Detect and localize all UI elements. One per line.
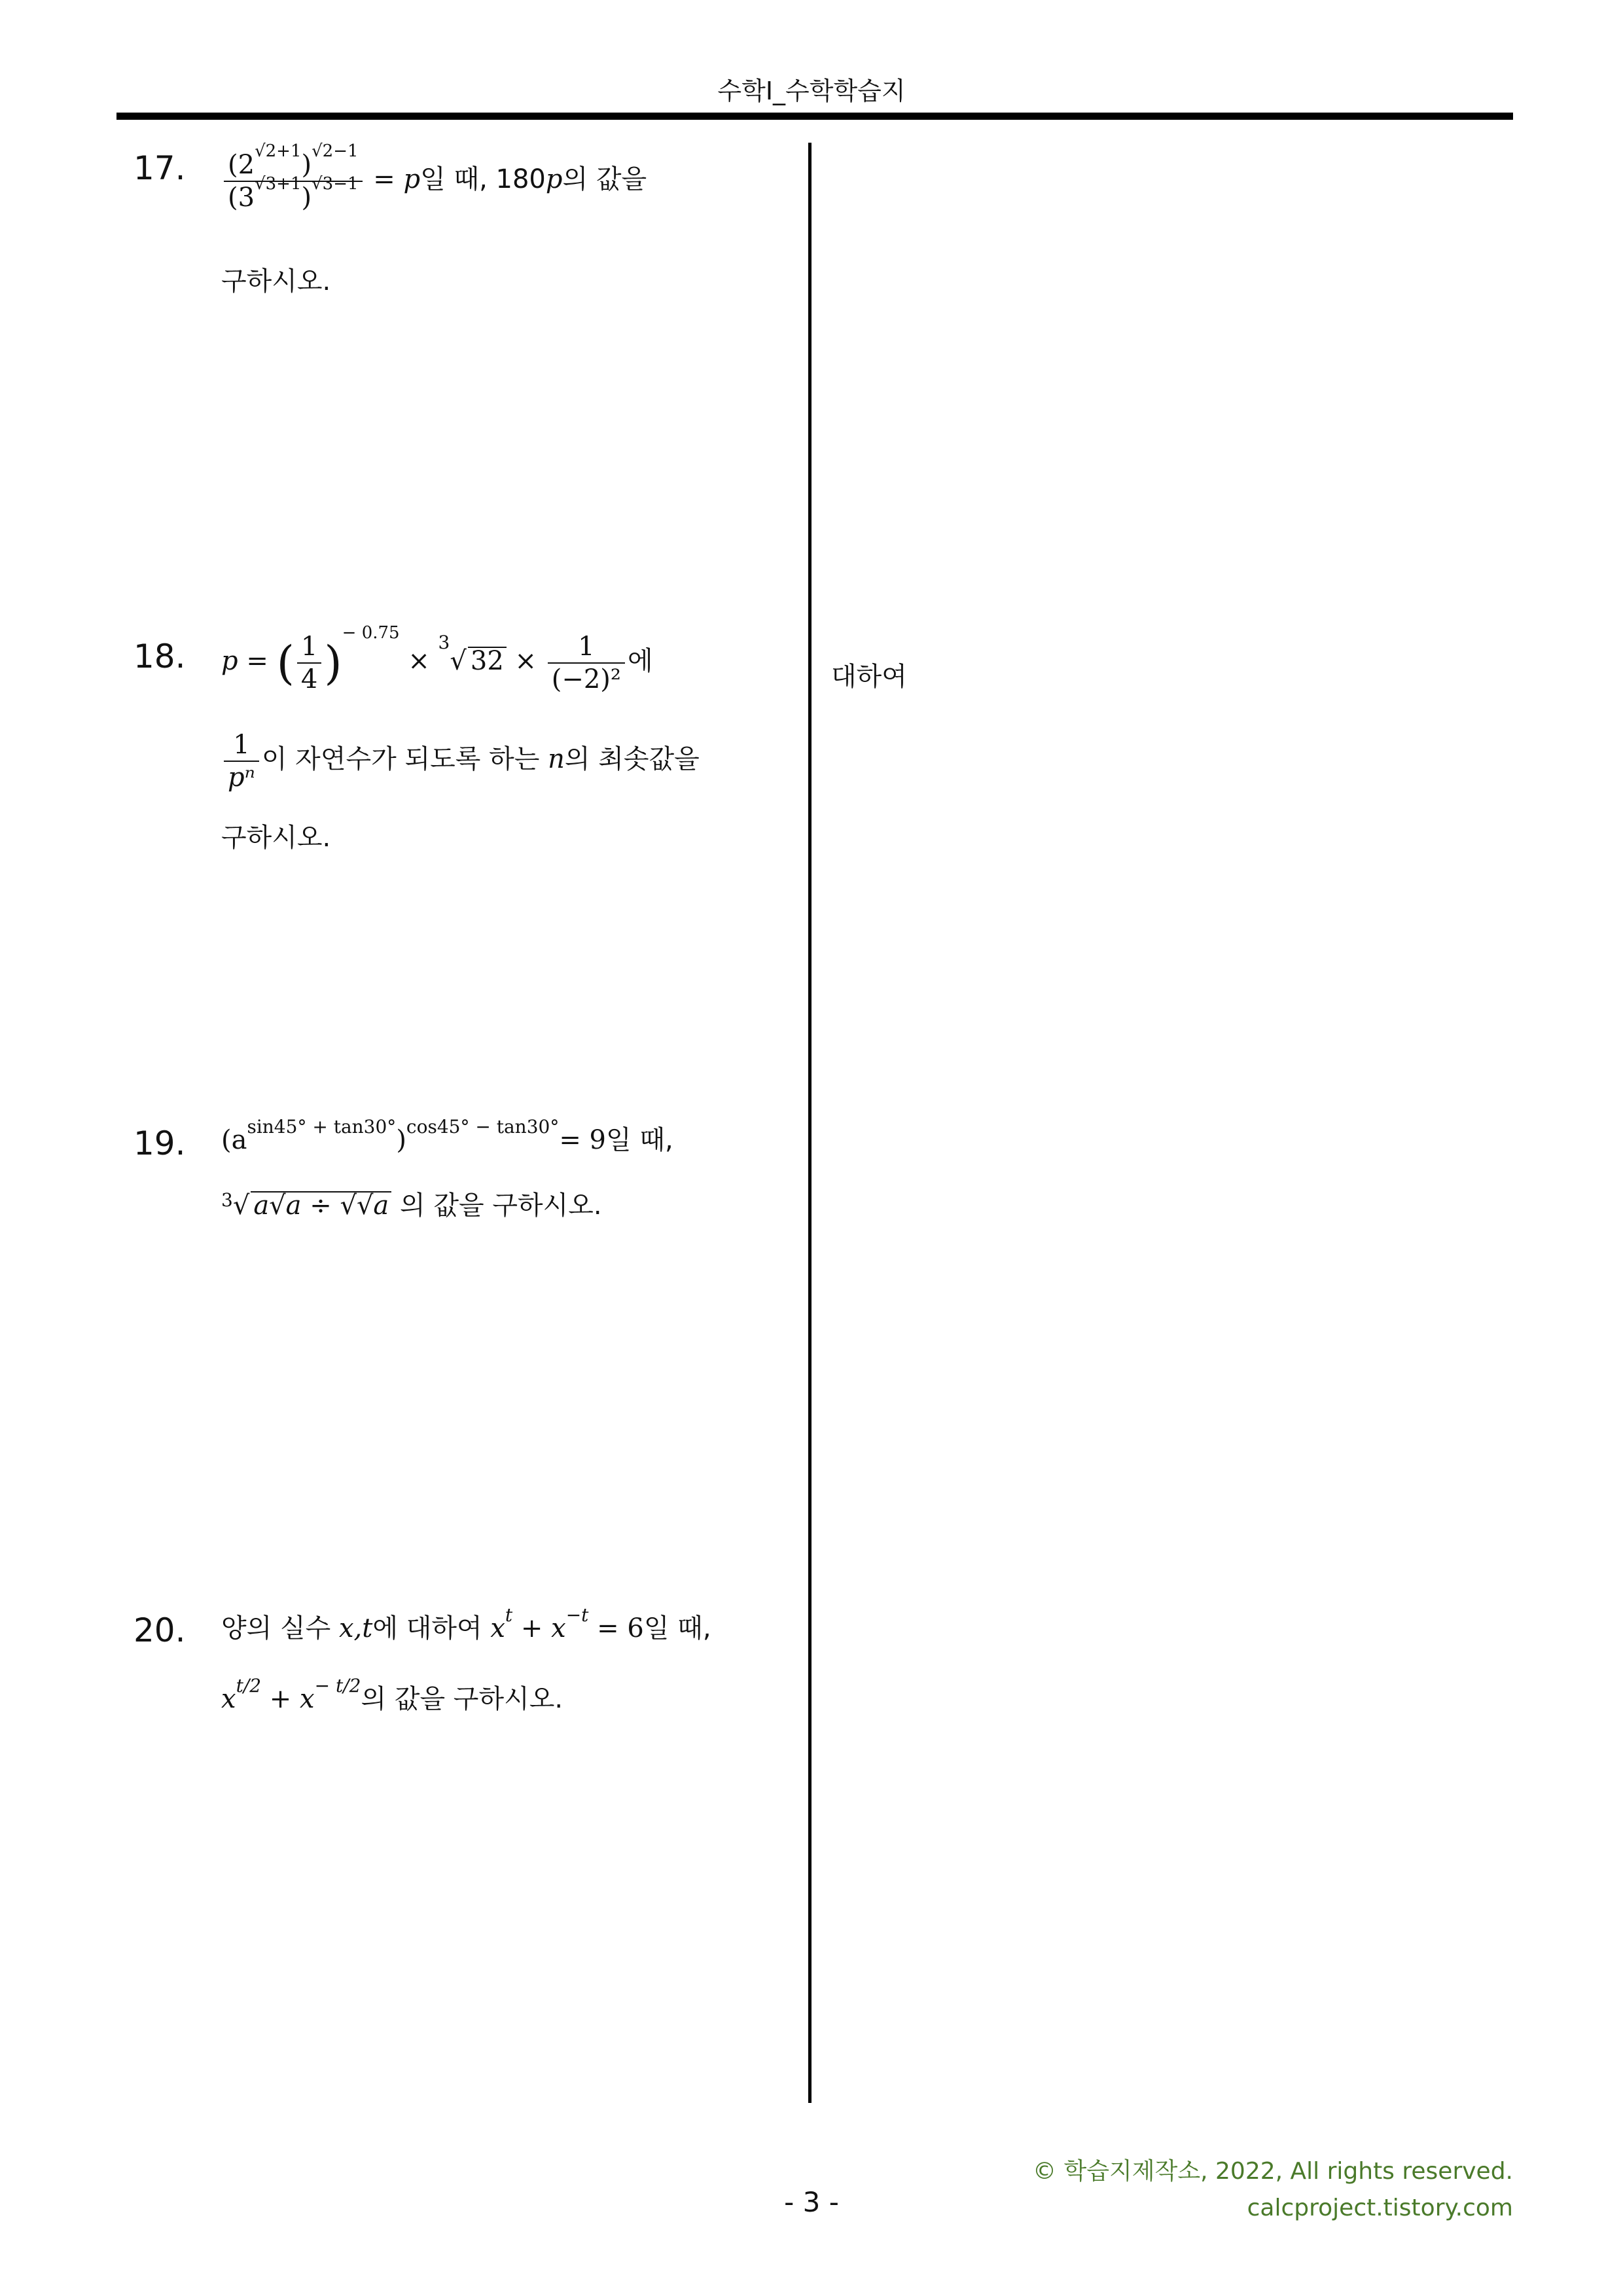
variable-p: p xyxy=(545,164,563,194)
radical-expression: a√a ÷ √√a xyxy=(251,1191,391,1219)
equals-p: = p xyxy=(373,164,421,194)
fraction-expression: $\frac{(2^{√2+1})^{√2-1}}{(3^{√3+1})^{√3-1}}$ xyxy=(224,152,363,211)
problem-text: 양의 실수 xyxy=(221,1613,339,1643)
problem-number: 20. xyxy=(134,1611,186,1649)
problem-text: 의 값을 구하시오. xyxy=(400,1191,602,1221)
problem-text: 의 최솟값을 xyxy=(564,744,700,774)
problem-text: 이 자연수가 되도록 하는 xyxy=(261,744,548,774)
problem-18: 18. p = ( $\frac{1}{4}$ )$^{- 0.75}$ × $^3$√ 32 × $\frac{1}{\text{(−2)²}}$ 에 대하여 $\frac{1}{\text{pⁿ}}$ 이 자연수가 되도록 하는 n의 최솟값을 구하시오. xyxy=(134,623,907,853)
problem-number: 18. xyxy=(134,637,186,675)
problem-number: 19. xyxy=(134,1124,186,1162)
problem-text: 의 값을 구하시오. xyxy=(361,1684,563,1714)
problem-text: 에 대하여 xyxy=(372,1613,491,1643)
problem-text: 의 값을 xyxy=(562,164,647,194)
site-url: calcproject.tistory.com xyxy=(1247,2195,1513,2221)
page-number: - 3 - xyxy=(784,2186,839,2218)
page-header-title: 수학Ⅰ_수학학습지 xyxy=(717,77,906,105)
problem-text: 대하여 xyxy=(831,662,907,692)
exponent-expression: $(a^{sin45^\circ + tan30^\circ})^{cos45^\circ - tan30^\circ}$ xyxy=(221,1116,560,1155)
variable-n: n xyxy=(548,744,565,774)
problem-text: 에 xyxy=(627,646,653,676)
problem-text: 일 때, 180 xyxy=(420,164,546,194)
problem-text: 일 때, xyxy=(643,1613,711,1643)
header-divider xyxy=(116,113,1513,120)
problem-20: 20. 양의 실수 x,t에 대하여 $x^t + x^{-t} = 6$일 때, $x^{t/2} + x^{- t/2}$의 값을 구하시오. xyxy=(134,1604,711,1714)
problem-17 xyxy=(116,141,804,335)
p-equals: p = xyxy=(221,646,268,676)
problem-text: 구하시오. xyxy=(221,823,331,853)
problem-number: 17. xyxy=(134,149,186,187)
problem-text: 일 때, xyxy=(606,1125,673,1155)
copyright-text: © 학습지제작소, 2022, All rights reserved. xyxy=(1033,2158,1513,2185)
problem-text: 구하시오. xyxy=(221,266,331,296)
problem-19: 19. $(a^{sin45^\circ + tan30^\circ})^{cos45^\circ - tan30^\circ}= 9$일 때, $^3$√ a√a ÷ √√a 의 값을 구하시오. xyxy=(134,1116,673,1221)
column-divider xyxy=(808,143,812,2103)
